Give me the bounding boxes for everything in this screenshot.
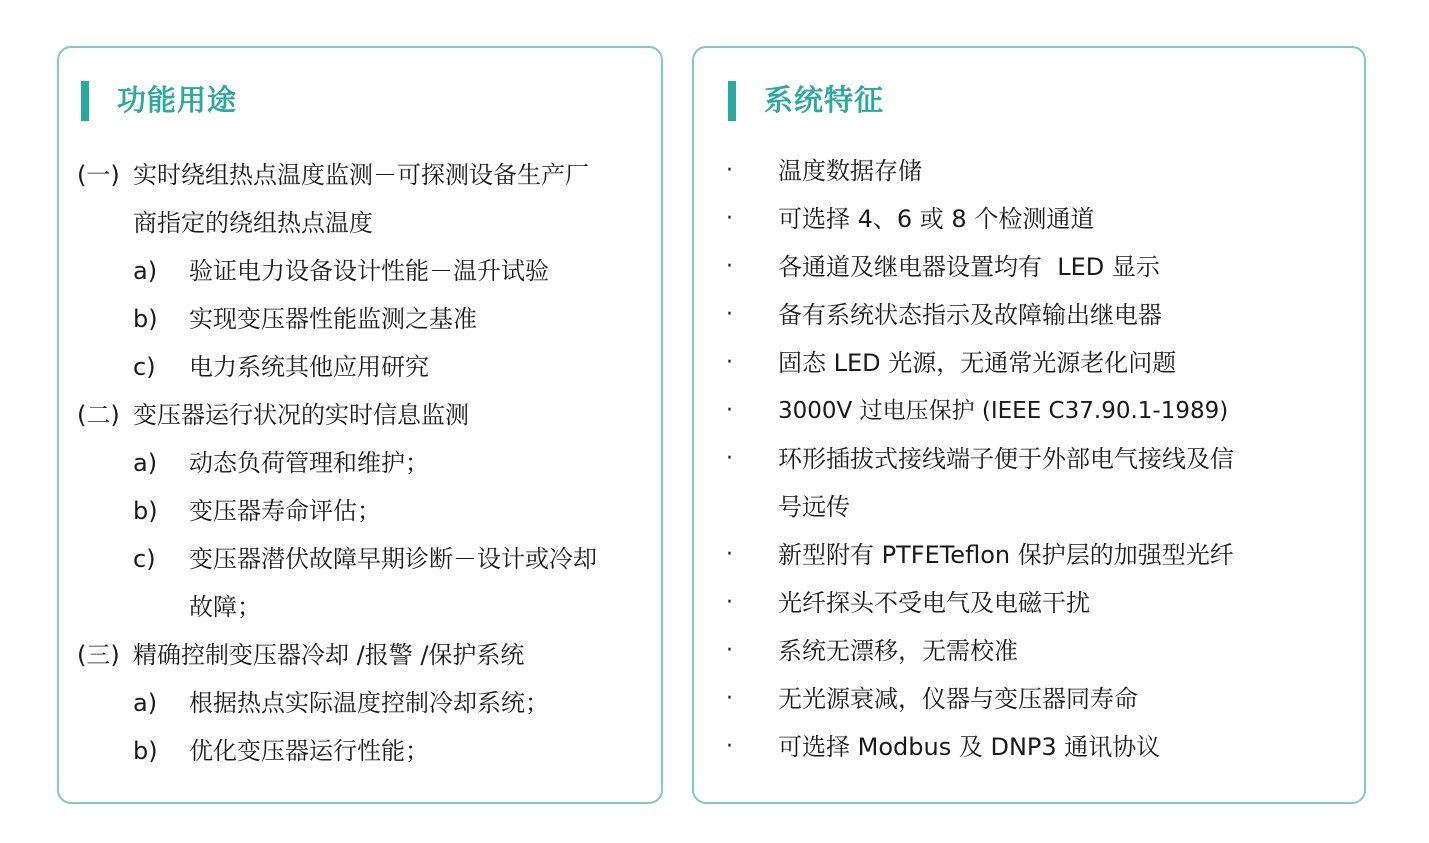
item-text: 变压器运行状况的实时信息监测 xyxy=(133,401,469,429)
item-text: 商指定的绕组热点温度 xyxy=(133,209,373,237)
bullet-icon: · xyxy=(726,350,733,375)
item-text: 精确控制变压器冷却 /报警 /保护系统 xyxy=(133,641,525,669)
item-text: 变压器潜伏故障早期诊断－设计或冷却 xyxy=(189,545,597,573)
feature-item: 可选择 4、6 或 8 个检测通道 xyxy=(778,205,1095,233)
item-marker: c) xyxy=(133,353,156,381)
item-text: 动态负荷管理和维护； xyxy=(189,449,429,477)
bullet-icon: · xyxy=(726,590,733,615)
item-text: 故障； xyxy=(189,593,261,621)
item-marker: (二) xyxy=(77,401,120,429)
item-marker: a) xyxy=(133,449,158,477)
feature-item: 温度数据存储 xyxy=(778,157,922,185)
feature-item-continued: 号远传 xyxy=(778,493,850,521)
header-accent-bar xyxy=(81,81,89,121)
feature-item: 3000V 过电压保护 (IEEE C37.90.1-1989) xyxy=(778,398,1229,424)
bullet-icon: · xyxy=(726,734,733,759)
bullet-icon: · xyxy=(726,638,733,663)
feature-item: 备有系统状态指示及故障输出继电器 xyxy=(778,301,1162,329)
item-marker: a) xyxy=(133,689,158,717)
item-text: 优化变压器运行性能； xyxy=(189,737,429,765)
item-text: 实时绕组热点温度监测－可探测设备生产厂 xyxy=(133,161,589,189)
header-accent-bar xyxy=(728,81,736,121)
item-marker: b) xyxy=(133,497,158,525)
feature-item: 固态 LED 光源，无通常光源老化问题 xyxy=(778,349,1177,377)
function-usage-title: 功能用途 xyxy=(117,83,238,117)
item-text: 根据热点实际温度控制冷却系统； xyxy=(189,689,549,717)
item-marker: a) xyxy=(133,257,158,285)
bullet-icon: · xyxy=(726,302,733,327)
feature-item: 系统无漂移，无需校准 xyxy=(778,637,1018,665)
item-marker: (一) xyxy=(77,161,120,189)
feature-item: 各通道及继电器设置均有 LED 显示 xyxy=(778,253,1160,281)
bullet-icon: · xyxy=(726,398,733,423)
system-features-card xyxy=(692,46,1366,804)
feature-item: 环形插拔式接线端子便于外部电气接线及信 xyxy=(778,445,1234,473)
feature-item: 新型附有 PTFETeflon 保护层的加强型光纤 xyxy=(778,541,1234,569)
feature-item: 光纤探头不受电气及电磁干扰 xyxy=(778,589,1090,617)
item-marker: b) xyxy=(133,737,158,765)
system-features-title: 系统特征 xyxy=(764,83,885,117)
item-text: 变压器寿命评估； xyxy=(189,497,381,525)
function-usage-card xyxy=(57,46,663,804)
bullet-icon: · xyxy=(726,206,733,231)
bullet-icon: · xyxy=(726,254,733,279)
bullet-icon: · xyxy=(726,158,733,183)
item-text: 验证电力设备设计性能－温升试验 xyxy=(189,257,549,285)
feature-item: 可选择 Modbus 及 DNP3 通讯协议 xyxy=(778,733,1161,761)
item-text: 电力系统其他应用研究 xyxy=(189,353,429,381)
item-text: 实现变压器性能监测之基准 xyxy=(189,305,477,333)
item-marker: (三) xyxy=(77,641,120,669)
item-marker: b) xyxy=(133,305,158,333)
bullet-icon: · xyxy=(726,542,733,567)
bullet-icon: · xyxy=(726,686,733,711)
bullet-icon: · xyxy=(726,446,733,471)
item-marker: c) xyxy=(133,545,156,573)
feature-item: 无光源衰减，仪器与变压器同寿命 xyxy=(778,685,1138,713)
